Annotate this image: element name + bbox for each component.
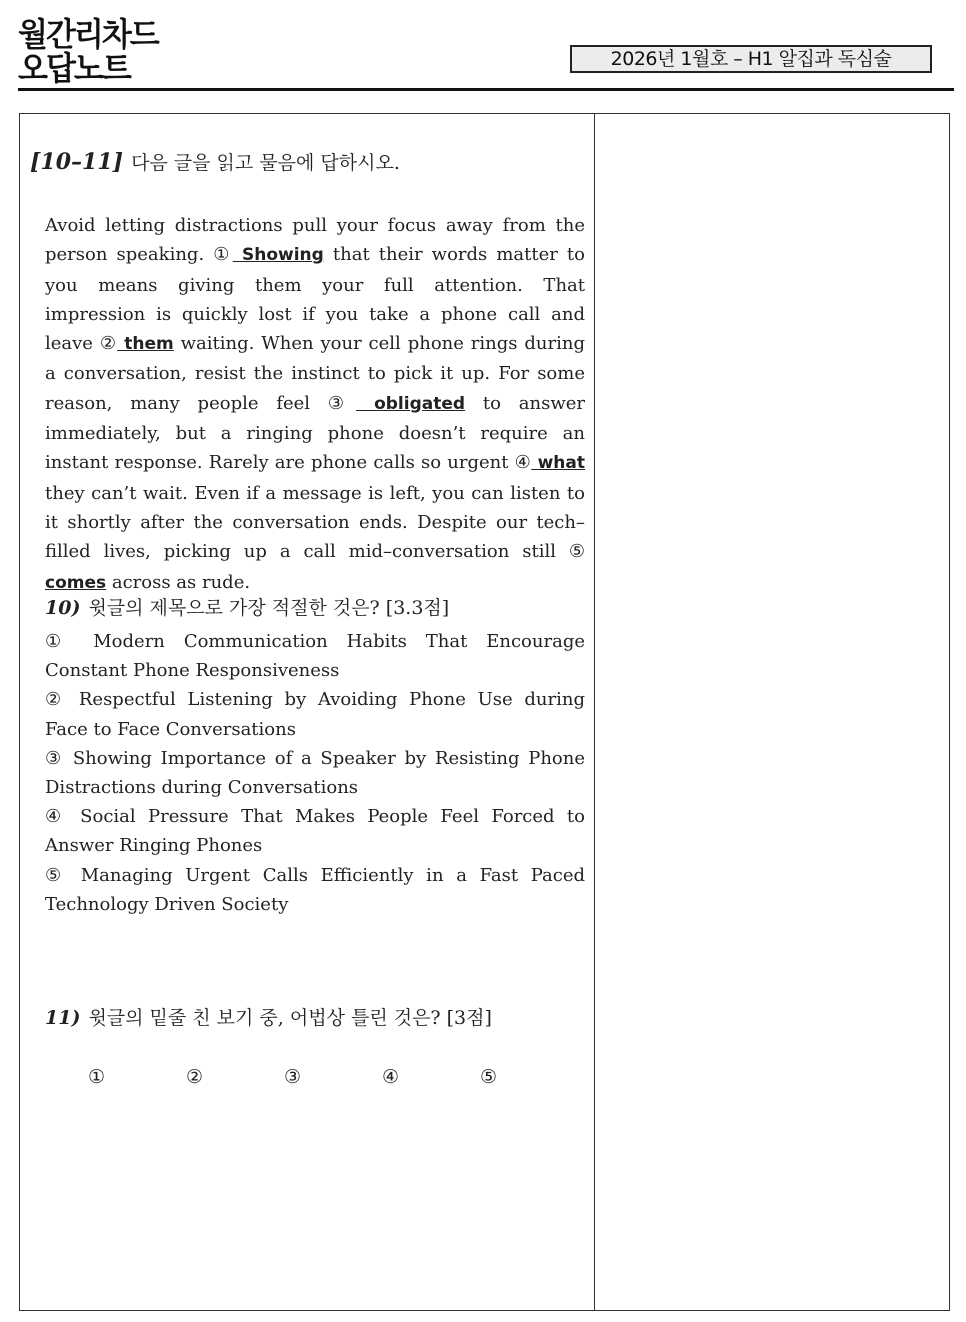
option-3[interactable]: ③ Showing Importance of a Speaker by Resisting Phone Distractions during Conversations bbox=[45, 747, 585, 799]
logo-line-1: 월간리차드 bbox=[18, 16, 158, 54]
question-10-number: 10) bbox=[45, 597, 81, 619]
question-11-prompt: 윗글의 밑줄 친 보기 중, 어법상 틀린 것은? [3점] bbox=[88, 1007, 492, 1029]
passage-text: Avoid letting distractions pull your focus away from the person speaking. ① bbox=[45, 215, 585, 266]
choice-1[interactable]: ① bbox=[88, 1066, 106, 1088]
section-heading bbox=[30, 148, 400, 175]
option-4[interactable]: ④ Social Pressure That Makes People Feel Forced to Answer Ringing Phones bbox=[45, 806, 585, 857]
section-instruction: 다음 글을 읽고 물음에 답하시오. bbox=[131, 152, 400, 174]
underlined-phrase-2: them bbox=[117, 334, 174, 355]
underlined-phrase-5: comes bbox=[45, 572, 107, 593]
choice-4[interactable]: ④ bbox=[382, 1066, 400, 1088]
underlined-phrase-4: what bbox=[531, 453, 586, 474]
choice-5[interactable]: ⑤ bbox=[480, 1066, 498, 1088]
question-11-choices bbox=[88, 1066, 578, 1088]
question-11-heading bbox=[45, 1003, 492, 1030]
choice-3[interactable]: ③ bbox=[284, 1066, 302, 1088]
header-rule bbox=[18, 88, 954, 91]
option-2[interactable]: ② Respectful Listening by Avoiding Phone Use during Face to Face Conversations bbox=[45, 689, 585, 740]
passage-text: that their words matter to you means giving them your full attention. That impression is quickly lost if you take a phone call and leave ② bbox=[45, 244, 586, 355]
option-5[interactable]: ⑤ Managing Urgent Calls Efficiently in a Fast Paced Technology Driven Society bbox=[45, 864, 585, 915]
question-11-number: 11) bbox=[45, 1007, 81, 1029]
question-10-prompt: 윗글의 제목으로 가장 적절한 것은? [3.3점] bbox=[88, 597, 450, 619]
column-divider bbox=[594, 113, 595, 1311]
option-1[interactable]: ① Modern Communication Habits That Encourage Constant Phone Responsiveness bbox=[45, 631, 585, 682]
issue-label: 2026년 1월호 – H1 알집과 독심술 bbox=[570, 45, 932, 73]
logo-line-2: 오답노트 bbox=[18, 50, 130, 88]
underlined-phrase-1: Showing bbox=[232, 245, 324, 266]
passage-text: across as rude. bbox=[106, 571, 251, 593]
passage-text: they can’t wait. Even if a message is left, you can listen to it shortly after the conversation ends. Despite our tech–filled lives, picking up a call mid–conversation still ⑤ bbox=[45, 482, 585, 563]
question-10-heading bbox=[45, 593, 449, 620]
choice-2[interactable]: ② bbox=[186, 1066, 204, 1088]
reading-passage bbox=[45, 211, 585, 598]
question-10-options bbox=[45, 627, 585, 919]
logo bbox=[18, 18, 158, 86]
question-range: [10–11] bbox=[30, 149, 124, 175]
passage-text: to answer immediately, but a ringing phone doesn’t require an instant response. Rarely are phone calls so urgent ④ bbox=[45, 392, 585, 474]
underlined-phrase-3: obligated bbox=[356, 393, 466, 414]
passage-text: waiting. When your cell phone rings during a conversation, resist the instinct to pick it up. For some reason, many people feel ③ bbox=[45, 333, 585, 414]
